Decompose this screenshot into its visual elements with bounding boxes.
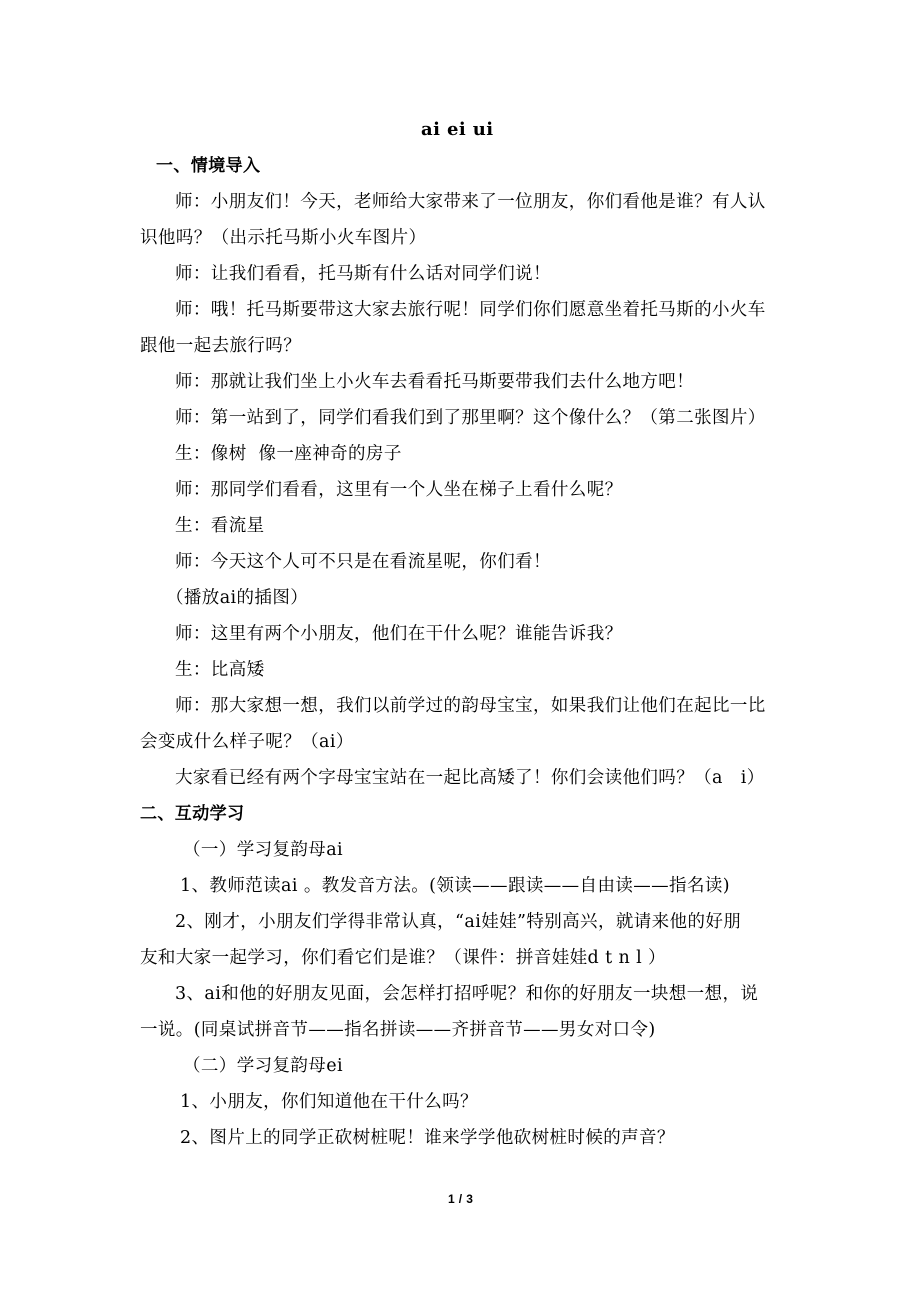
paragraph-line: 师：第一站到了，同学们看我们到了那里啊？这个像什么？（第二张图片） [175,408,766,428]
page-number: 1 / 3 [448,1192,474,1206]
subsection-heading: （一）学习复韵母ai [183,840,344,860]
paragraph-line: 大家看已经有两个字母宝宝站在一起比高矮了！你们会读他们吗？（a i） [175,768,765,788]
paragraph-line: 1、教师范读ai 。教发音方法。(领读——跟读——自由读——指名读) [180,876,730,896]
paragraph-line: 师：小朋友们！今天，老师给大家带来了一位朋友，你们看他是谁？有人认 [175,192,766,212]
document-title: ai ei ui [421,119,494,140]
paragraph-line: 师：这里有两个小朋友，他们在干什么呢？谁能告诉我？ [175,624,623,644]
paragraph-line: 生：像树 像一座神奇的房子 [175,444,402,464]
paragraph-line: 师：那大家想一想，我们以前学过的韵母宝宝，如果我们让他们在起比一比 [175,696,766,716]
paragraph-line: 3、ai和他的好朋友见面，会怎样打招呼呢？和你的好朋友一块想一想，说 [175,984,759,1004]
paragraph-line: 会变成什么样子呢？（ai） [140,732,354,752]
paragraph-line: 跟他一起去旅行吗？ [140,336,302,356]
paragraph-line: 师：那同学们看看，这里有一个人坐在梯子上看什么呢？ [175,480,623,500]
paragraph-line: 师：让我们看看，托马斯有什么话对同学们说！ [175,264,551,284]
paragraph-line: 一说。(同桌试拼音节——指名拼读——齐拼音节——男女对口令) [140,1020,656,1040]
paragraph-line: 2、图片上的同学正砍树桩呢！谁来学学他砍树桩时候的声音？ [180,1128,675,1148]
paragraph-line: 友和大家一起学习，你们看它们是谁？（课件：拼音娃娃d t n l ） [140,948,666,968]
paragraph-line: 师：今天这个人可不只是在看流星呢，你们看！ [175,552,551,572]
paragraph-line: 师：哦！托马斯要带这大家去旅行呢！同学们你们愿意坐着托马斯的小火车 [175,300,766,320]
paragraph-line: 2、刚才，小朋友们学得非常认真，“ai娃娃”特别高兴，就请来他的好朋 [175,912,742,932]
subsection-heading: （二）学习复韵母ei [183,1056,343,1076]
paragraph-line: （播放ai的插图） [166,588,309,608]
paragraph-line: 识他吗？（出示托马斯小火车图片） [140,228,427,248]
section-heading-intro: 一、情境导入 [156,156,261,176]
paragraph-line: 生：看流星 [175,516,265,536]
paragraph-line: 师：那就让我们坐上小火车去看看托马斯要带我们去什么地方吧！ [175,372,695,392]
paragraph-line: 生：比高矮 [175,660,265,680]
paragraph-line: 1、小朋友，你们知道他在干什么吗？ [180,1092,478,1112]
section-heading-interactive: 二、互动学习 [140,804,245,824]
